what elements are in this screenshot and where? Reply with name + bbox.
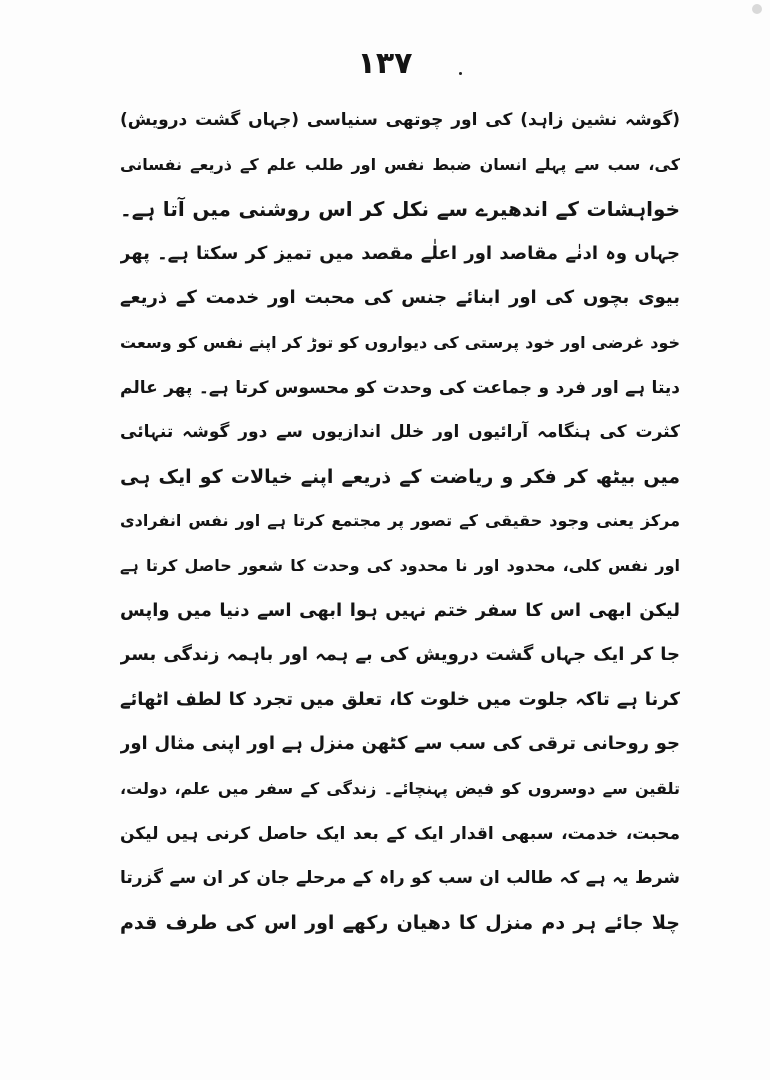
text-line-12: لیکن ابھی اس کا سفر ختم نہیں ہوا ابھی اسے دنیا میں واپس: [120, 599, 680, 621]
text-line-18: شرط یہ ہے کہ طالب ان سب کو راہ کے مرحلے جان کر ان سے گزرتا: [120, 868, 680, 889]
text-line-19: چلا جائے ہر دم منزل کا دھیان رکھے اور اس کی طرف قدم: [120, 911, 680, 934]
text-line-17: محبت، خدمت، سبھی اقدار ایک کے بعد ایک حاصل کرنی ہیں لیکن: [120, 823, 680, 844]
text-line-8: کثرت کی ہنگامہ آرائیوں اور خلل اندازیوں سے دور گوشہ تنہائی: [120, 422, 680, 443]
text-line-16: تلقین سے دوسروں کو فیض پہنچائے۔ زندگی کے سفر میں علم، دولت،: [120, 778, 680, 798]
page-number: ١٣٧: [357, 46, 413, 81]
page-number-dot: [459, 72, 462, 75]
body-text: [120, 98, 680, 945]
text-line-13: جا کر ایک جہاں گشت درویش کی بے ہمہ اور باہمہ زندگی بسر: [120, 644, 680, 666]
text-line-9: میں بیٹھ کر فکر و ریاضت کے ذریعے اپنے خیالات کو ایک ہی: [120, 465, 680, 488]
text-line-7: دیتا ہے اور فرد و جماعت کی وحدت کو محسوس کرتا ہے۔ پھر عالم: [120, 377, 680, 398]
text-line-10: مرکز یعنی وجود حقیقی کے تصور پر مجتمع کرتا ہے اور نفس انفرادی: [120, 511, 680, 531]
text-line-5: بیوی بچوں کی اور ابنائے جنس کی محبت اور خدمت کے ذریعے: [120, 287, 680, 309]
text-line-14: کرنا ہے تاکہ جلوت میں خلوت کا، تعلق میں تجرد کا لطف اٹھائے: [120, 688, 680, 710]
text-line-11: اور نفس کلی، محدود اور نا محدود کی وحدت کا شعور حاصل کرتا ہے: [120, 555, 680, 575]
text-line-1: (گوشہ نشین زاہد) کی اور چوتھی سنیاسی (جہاں گشت درویش): [120, 110, 680, 130]
text-line-3: خواہشات کے اندھیرے سے نکل کر اس روشنی میں آتا ہے۔: [120, 197, 680, 222]
text-line-6: خود غرضی اور خود پرستی کی دیواروں کو توڑ کر اپنے نفس کو وسعت: [120, 332, 680, 352]
text-line-4: جہاں وہ ادنٰے مقاصد اور اعلٰے مقصد میں تمیز کر سکتا ہے۔ پھر: [120, 242, 680, 264]
text-line-15: جو روحانی ترقی کی سب سے کٹھن منزل ہے اور اپنی مثال اور: [120, 733, 680, 755]
scan-mark: [752, 4, 762, 14]
text-line-2: کی، سب سے پہلے انسان ضبط نفس اور طلب علم کے ذریعے نفسانی: [120, 154, 680, 174]
